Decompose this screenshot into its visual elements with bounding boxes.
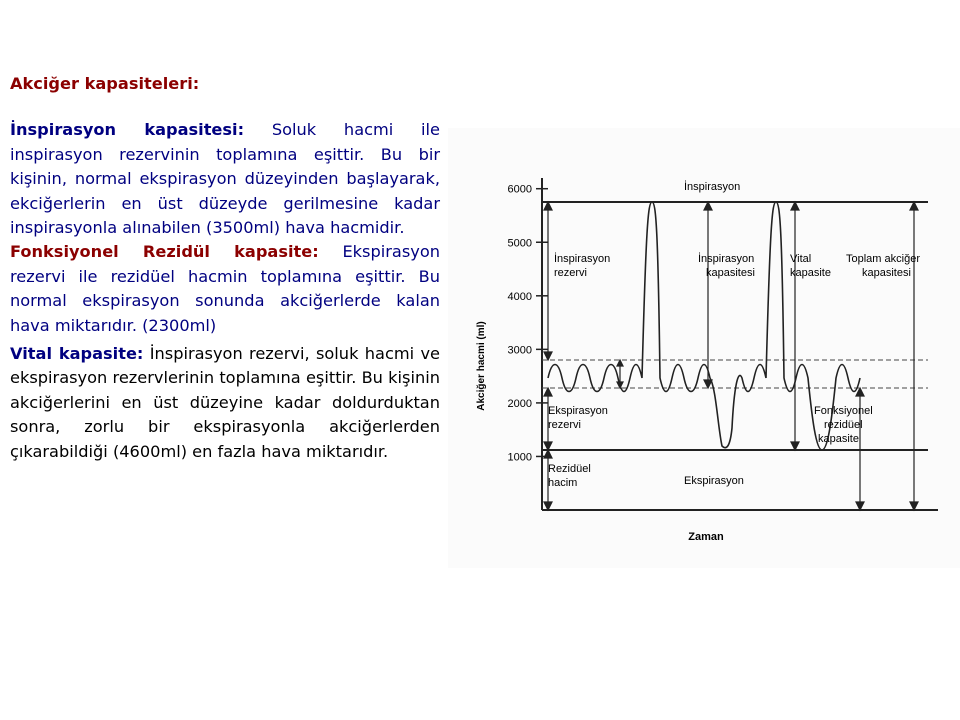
lung-volume-diagram <box>448 128 960 568</box>
label-exp-reserve-1: Ekspirasyon <box>548 405 608 417</box>
label-frc-2: rezidüel <box>824 419 863 431</box>
y-tick-label: 6000 <box>507 183 532 196</box>
y-tick-label: 1000 <box>507 451 532 464</box>
term-frc: Fonksiyonel Rezidül kapasite: <box>10 242 319 262</box>
y-tick-label: 4000 <box>507 290 532 303</box>
text-inspiratory-capacity: Soluk hacmi ile inspirasyon rezervinin toplamına eşittir. Bu bir kişinin, normal ekspirasyon düzeyinden başlayarak, ekciğerlerin en üst düzeyde gerilmesine kadar inspirasyonla alınabilen (3500ml) hava hacmidir. <box>10 120 441 238</box>
label-insp-reserve-1: İnspirasyon <box>554 253 611 265</box>
y-axis-label: Akciğer hacmi (ml) <box>476 321 487 411</box>
label-vital-capacity-2: kapasite <box>790 267 831 279</box>
label-residual-2: hacim <box>548 477 578 489</box>
term-inspiratory-capacity: İnspirasyon kapasitesi: <box>10 120 245 140</box>
label-exp-reserve-2: rezervi <box>548 419 582 431</box>
label-insp-reserve-2: rezervi <box>554 267 588 279</box>
section-inspiratory-capacity <box>10 118 440 240</box>
label-insp-capacity-1: İnspirasyon <box>698 253 755 265</box>
y-tick-label: 5000 <box>507 237 532 250</box>
label-ekspirasyon-bottom: Ekspirasyon <box>684 475 744 487</box>
spacer <box>10 96 440 118</box>
y-tick-label: 2000 <box>507 397 532 410</box>
term-vital-capacity: Vital kapasite: <box>10 344 144 364</box>
label-residual-1: Rezidüel <box>548 463 591 475</box>
label-total-capacity-2: kapasitesi <box>862 267 911 279</box>
label-frc-3: kapasite <box>818 433 859 445</box>
text-column <box>10 72 440 464</box>
label-inspirasyon-top: İnspirasyon <box>684 181 741 193</box>
text-frc: Ekspirasyon rezervi ile rezidüel hacmin toplamına eşittir. Bu normal ekspirasyon sonunda akciğerlerde kalan hava miktarıdır. (2300ml) <box>10 242 440 335</box>
label-insp-capacity-2: kapasitesi <box>706 267 755 279</box>
section-frc <box>10 240 440 338</box>
measurement-arrows <box>544 202 918 510</box>
x-axis-label: Zaman <box>688 531 724 543</box>
label-vital-capacity-1: Vital <box>790 253 812 265</box>
page-title: Akciğer kapasiteleri: <box>10 74 200 93</box>
text-vital-capacity: İnspirasyon rezervi, soluk hacmi ve ekspirasyon rezervlerinin toplamına eşittir. Bu kişinin akciğerlerini en üst düzeyine kadar doldurduktan sonra, zorlu bir ekspirasyonla akciğerlerden çıkarabildiği (4600ml) en fazla hava miktarıdır. <box>10 344 440 461</box>
label-frc-1: Fonksiyonel <box>814 405 873 417</box>
section-vital-capacity <box>10 342 440 464</box>
label-total-capacity-1: Toplam akciğer <box>846 253 920 265</box>
diagram-svg <box>448 128 960 568</box>
y-tick-label: 3000 <box>507 344 532 357</box>
